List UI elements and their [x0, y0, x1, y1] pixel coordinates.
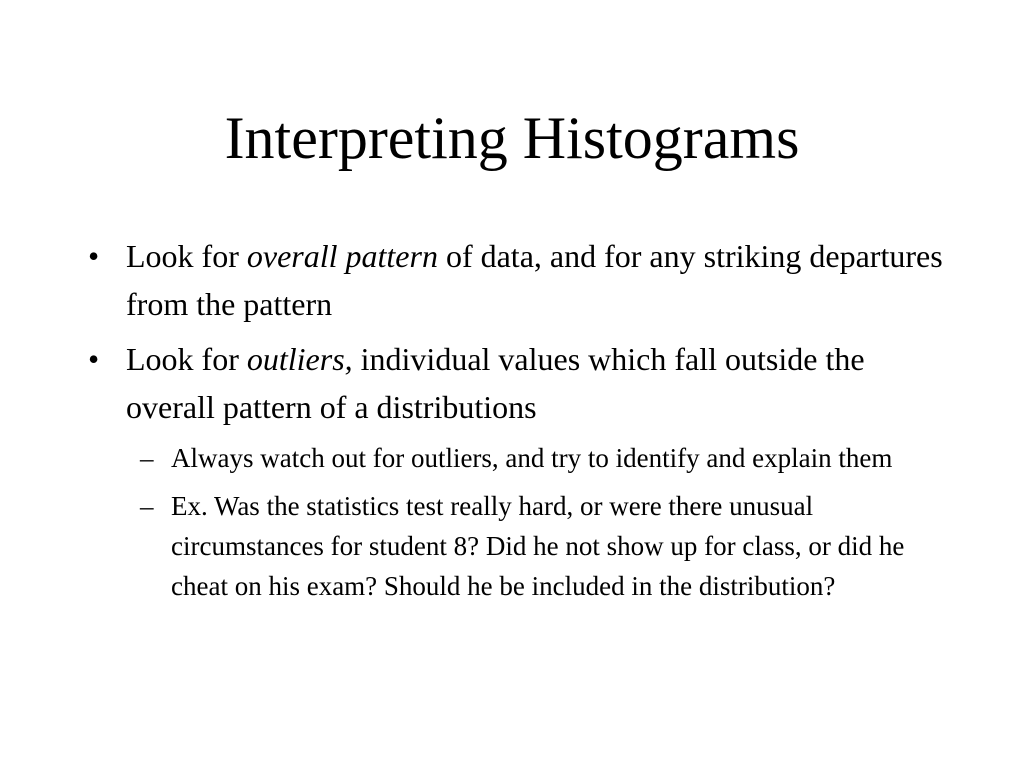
sub-bullet-text: Always watch out for outliers, and try to identify and explain them [171, 443, 893, 473]
sub-bullet-item-example [140, 486, 948, 606]
dash-icon: – [140, 491, 154, 521]
sub-bullet-item-watch-outliers [140, 438, 948, 478]
bullet-icon: • [88, 238, 100, 274]
bullet-emphasis: overall pattern [246, 238, 438, 274]
slide-body [88, 232, 948, 614]
bullet-icon: • [88, 341, 100, 377]
slide-title: Interpreting Histograms [224, 105, 800, 171]
sub-bullet-list [88, 438, 948, 606]
bullet-item-outliers [88, 335, 948, 431]
bullet-text-before: Look for [126, 238, 247, 274]
bullet-text-before: Look for [126, 341, 247, 377]
bullet-text-after: individual values which fall outside the overall pattern of a distributions [126, 341, 865, 425]
bullet-emphasis: outliers, [246, 341, 353, 377]
bullet-text-after: of data, and for any striking departures from the pattern [126, 238, 943, 322]
bullet-item-overall-pattern [88, 232, 948, 328]
sub-bullet-text: Ex. Was the statistics test really hard, or were there unusual circumstances for student 8? Did he not show up for class, or did he cheat on his exam? Should he be included in the distribution? [171, 491, 905, 601]
dash-icon: – [140, 443, 154, 473]
